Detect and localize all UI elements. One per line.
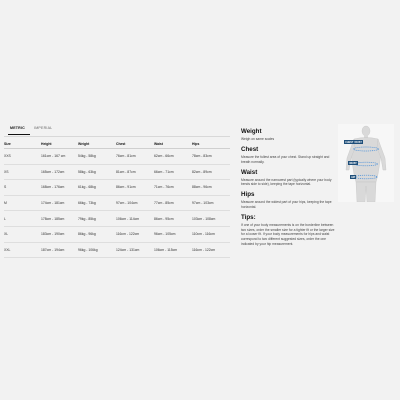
cell-waist: 62cm - 66cm	[154, 149, 192, 165]
cell-height: 174cm - 181cm	[41, 195, 78, 211]
header-chest: Chest	[116, 139, 154, 149]
cell-chest: 86cm - 91cm	[116, 180, 154, 196]
chest-heading: Chest	[241, 146, 259, 154]
size-chart-table	[4, 139, 230, 258]
cell-hips: 88cm - 96cm	[192, 180, 230, 196]
table-row	[4, 164, 230, 180]
cell-chest: 81cm - 87cm	[116, 164, 154, 180]
cell-weight: 61kg - 68kg	[78, 180, 116, 196]
cell-height: 187cm - 194cm	[41, 242, 78, 258]
header-height: Height	[41, 139, 78, 149]
cell-hips: 103cm - 108cm	[192, 211, 230, 227]
measurement-guide	[241, 128, 336, 251]
chest-instructions: Measure the fullest area of your chest. Stand up straight and breath normally.	[241, 155, 330, 164]
unit-tabs	[4, 126, 230, 137]
cell-weight: 86kg - 96kg	[78, 226, 116, 242]
cell-size: M	[4, 195, 41, 211]
cell-weight: 58kg - 63kg	[78, 164, 116, 180]
weight-heading: Weight	[241, 128, 262, 135]
weight-instructions: Weigh on same scales	[241, 137, 275, 141]
hips-instructions: Measure around the widest part of your hips, keeping the tape horizontal.	[241, 200, 332, 210]
cell-height: 161cm - 167 cm	[41, 149, 78, 165]
tab-imperial[interactable]: IMPERIAL	[34, 126, 53, 130]
header-waist: Waist	[154, 139, 192, 149]
hips-heading: Hips	[241, 191, 255, 199]
cell-weight: 79kg - 85kg	[78, 211, 116, 227]
cell-waist: 106cm - 115cm	[154, 242, 192, 258]
cell-weight: 96kg - 106kg	[78, 242, 116, 258]
cell-waist: 96cm - 105cm	[154, 226, 192, 242]
active-tab-indicator	[8, 134, 30, 135]
cell-chest: 124cm - 131cm	[116, 242, 154, 258]
table-row	[4, 180, 230, 196]
table-row	[4, 226, 230, 242]
body-measurement-figure	[338, 124, 394, 202]
cell-hips: 116cm - 122cm	[192, 242, 230, 258]
cell-hips: 110cm - 116cm	[192, 226, 230, 242]
waist-instructions: Measure around the narrowest part (typically where your body bends side to side), keeping the tape horizontal.	[241, 177, 332, 187]
table-header-row	[4, 139, 230, 149]
cell-waist: 77cm - 85cm	[154, 195, 192, 211]
cell-size: S	[4, 180, 41, 196]
tips-text: If one of your body measurements is on the borderline between two sizes, order the smaller size for a tighter fit or the larger size for a looser fit. If your body measurements for hips and waist correspond to two different suggested sizes, order the one indicated by your hip measurement.	[241, 223, 335, 246]
table-row	[4, 149, 230, 165]
hip-label: HIP	[351, 175, 356, 179]
cell-waist: 86cm - 95cm	[154, 211, 192, 227]
cell-hips: 82cm - 89cm	[192, 164, 230, 180]
tips-heading: Tips:	[241, 214, 256, 222]
cell-hips: 97cm - 103cm	[192, 195, 230, 211]
cell-size: XL	[4, 226, 41, 242]
cell-chest: 116cm - 122cm	[116, 226, 154, 242]
cell-chest: 106cm - 114cm	[116, 211, 154, 227]
cell-size: XS	[4, 164, 41, 180]
cell-chest: 76cm - 81cm	[116, 149, 154, 165]
cell-height: 178cm - 185cm	[41, 211, 78, 227]
cell-hips: 78cm - 83cm	[192, 149, 230, 165]
cell-waist: 71cm - 76cm	[154, 180, 192, 196]
cell-waist: 66cm - 71cm	[154, 164, 192, 180]
cell-weight: 66kg - 73kg	[78, 195, 116, 211]
cell-height: 183cm - 190cm	[41, 226, 78, 242]
cell-size: XXS	[4, 149, 41, 165]
cell-size: XXL	[4, 242, 41, 258]
cell-height: 168cm - 176cm	[41, 180, 78, 196]
cell-chest: 97cm - 104cm	[116, 195, 154, 211]
table-row	[4, 242, 230, 258]
cell-size: L	[4, 211, 41, 227]
tab-metric[interactable]: METRIC	[10, 126, 25, 130]
table-row	[4, 195, 230, 211]
table-row	[4, 211, 230, 227]
waist-heading: Waist	[241, 168, 258, 176]
header-weight: Weight	[78, 139, 116, 149]
chest-bust-label: CHEST / BUST	[345, 140, 362, 144]
cell-weight: 54kg - 58kg	[78, 149, 116, 165]
header-hips: Hips	[192, 139, 230, 149]
header-size: Size	[4, 139, 41, 149]
waist-label: WAIST	[349, 161, 357, 165]
cell-height: 165cm - 172cm	[41, 164, 78, 180]
body-silhouette-icon	[338, 124, 394, 202]
